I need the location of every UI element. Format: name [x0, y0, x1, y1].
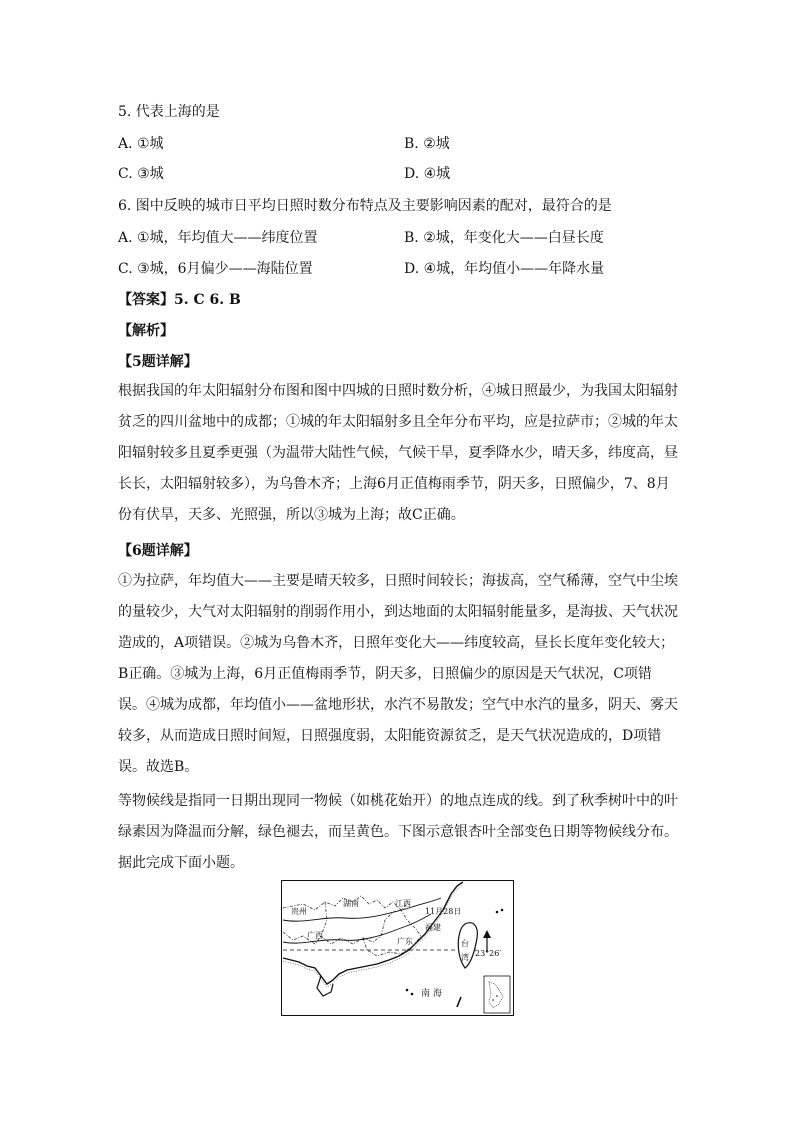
- island-dot: [501, 909, 504, 912]
- label-date: 11月28日: [425, 907, 462, 916]
- q5-stem: 5. 代表上海的是: [118, 104, 220, 120]
- q6-stem: 6. 图中反映的城市日平均日照时数分布特点及主要影响因素的配对，最符合的是: [118, 198, 612, 214]
- q5-option-d: D. ④城: [404, 166, 451, 182]
- island-dot: [411, 993, 414, 996]
- label-fujian: 福建: [425, 923, 441, 932]
- q5-option-b: B. ②城: [404, 136, 450, 152]
- label-taiwan-2: 湾: [461, 953, 469, 962]
- q6-option-b: B. ②城，年变化大——白昼长度: [404, 230, 604, 246]
- q5-detail-heading: 【5题详解】: [118, 354, 198, 370]
- inset-map-frame: [484, 976, 510, 1013]
- label-nanhai: 南 海: [421, 989, 442, 999]
- q6-option-c: C. ③城，6月偏少——海陆位置: [118, 261, 313, 277]
- label-taiwan-1: 台: [461, 939, 469, 948]
- inset-dot: [492, 999, 494, 1001]
- label-guangdong: 广东: [397, 937, 413, 946]
- answer-line: 【答案】5. C 6. B: [118, 292, 241, 308]
- analysis-heading: 【解析】: [118, 323, 174, 339]
- label-hunan: 湖南: [343, 899, 359, 908]
- label-guangxi: 广西: [307, 931, 323, 940]
- label-latitude: 23°26′: [475, 949, 502, 958]
- map-svg: [281, 880, 514, 1016]
- q5-option-a: A. ①城: [118, 136, 164, 152]
- ginkgo-phenology-map: [281, 880, 514, 1016]
- q6-detail-text: ①为拉萨，年均值大——主要是晴天较多，日照时间较长；海拔高，空气稀薄，空气中尘埃的量较少，大气对太阳辐射的削弱作用小，到达地面的太阳辐射能量多，是海拔、天气状况造成的，A项错误。②城为乌鲁木齐，日照年变化大——纬度较高，昼长长度年变化较大；B正确。③城为上海，6月正值梅雨季节，阴天多，日照偏少的原因是天气状况，C项错误。④城为成都，年均值小——盆地形状，水汽不易散发；空气中水汽的量多，阴天、雾天较多，从而造成日照时间短，日照强度弱，太阳能资源贫乏，是天气状况造成的，D项错误。故选B。: [118, 573, 678, 775]
- q5-option-c: C. ③城: [118, 166, 164, 182]
- island-dot: [406, 989, 409, 992]
- q6-option-a: A. ①城，年均值大——纬度位置: [118, 230, 318, 246]
- label-jiangxi: 江西: [395, 899, 411, 908]
- island-dot: [496, 911, 499, 914]
- q6-detail-heading: 【6题详解】: [118, 543, 198, 559]
- intro-text: 等物候线是指同一日期出现同一物候（如桃花始开）的地点连成的线。到了秋季树叶中的叶绿素因为降温而分解，绿色褪去，而呈黄色。下图示意银杏叶全部变色日期等物候线分布。据此完成下面小题。: [118, 793, 678, 871]
- label-guizhou: 贵州: [291, 907, 307, 916]
- inset-dot: [496, 995, 498, 997]
- q5-detail-text: 根据我国的年太阳辐射分布图和图中四城的日照时数分析，④城日照最少，为我国太阳辐射贫乏的四川盆地中的成都；①城的年太阳辐射多且全年分布平均，应是拉萨市；②城的年太阳辐射较多且夏季更强（为温带大陆性气候，气候干旱，夏季降水少，晴天多，纬度高，昼长长，太阳辐射较多），为乌鲁木齐；上海6月正值梅雨季节，阴天多，日照偏少，7、8月份有伏旱，天多、光照强，所以③城为上海；故C正确。: [118, 383, 678, 523]
- q6-option-d: D. ④城，年均值小——年降水量: [404, 261, 605, 277]
